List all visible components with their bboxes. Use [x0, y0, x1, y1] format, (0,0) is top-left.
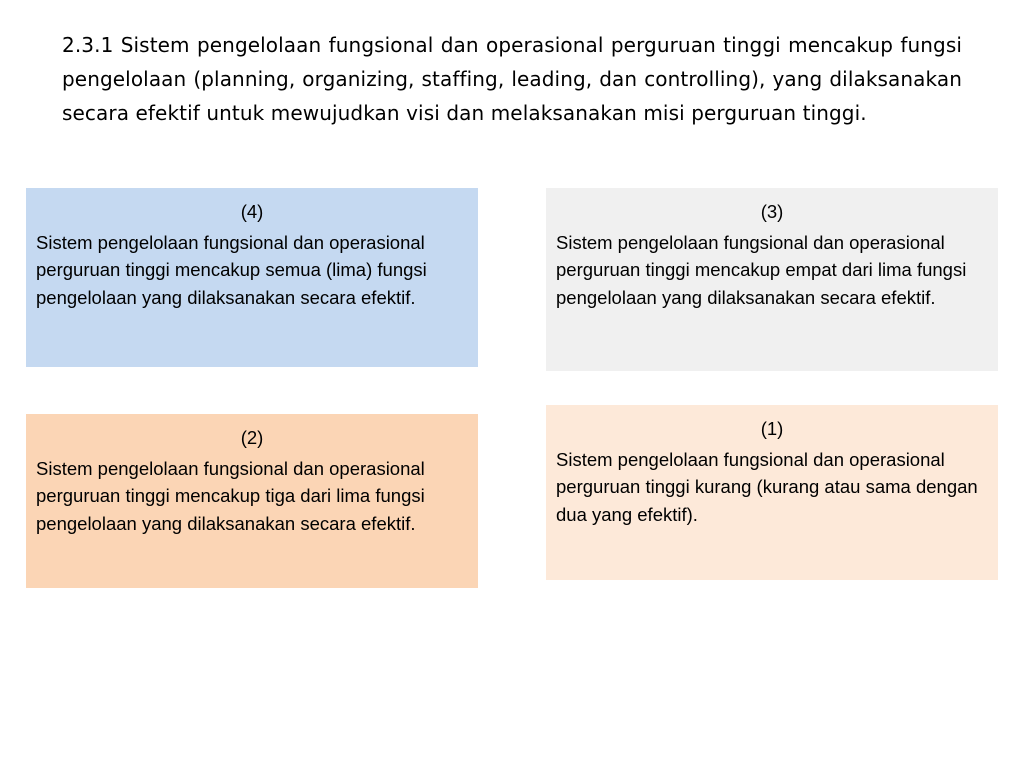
score-1-box	[546, 405, 998, 580]
score-3-description: Sistem pengelolaan fungsional dan operasional perguruan tinggi mencakup empat dari lima fungsi pengelolaan yang dilaksanakan secara efektif.	[556, 231, 967, 308]
score-1-description: Sistem pengelolaan fungsional dan operasional perguruan tinggi kurang (kurang atau sama dengan dua yang efektif).	[556, 448, 978, 525]
score-1-number: (1)	[760, 418, 784, 439]
criterion-heading: 2.3.1 Sistem pengelolaan fungsional dan operasional perguruan tinggi mencakup fungsi pengelolaan (planning, organizing, staffing, leading, dan controlling), yang dilaksanakan secara efektif untuk mewujudkan visi dan melaksanakan misi perguruan tinggi.	[62, 33, 962, 125]
score-2-box	[26, 414, 478, 588]
score-2-number: (2)	[240, 427, 264, 448]
score-4-number: (4)	[240, 201, 264, 222]
score-3-number: (3)	[760, 201, 784, 222]
score-4-description: Sistem pengelolaan fungsional dan operasional perguruan tinggi mencakup semua (lima) fungsi pengelolaan yang dilaksanakan secara efektif.	[36, 231, 427, 308]
score-3-box	[546, 188, 998, 371]
score-4-box	[26, 188, 478, 367]
score-2-description: Sistem pengelolaan fungsional dan operasional perguruan tinggi mencakup tiga dari lima fungsi pengelolaan yang dilaksanakan secara efektif.	[36, 457, 425, 534]
